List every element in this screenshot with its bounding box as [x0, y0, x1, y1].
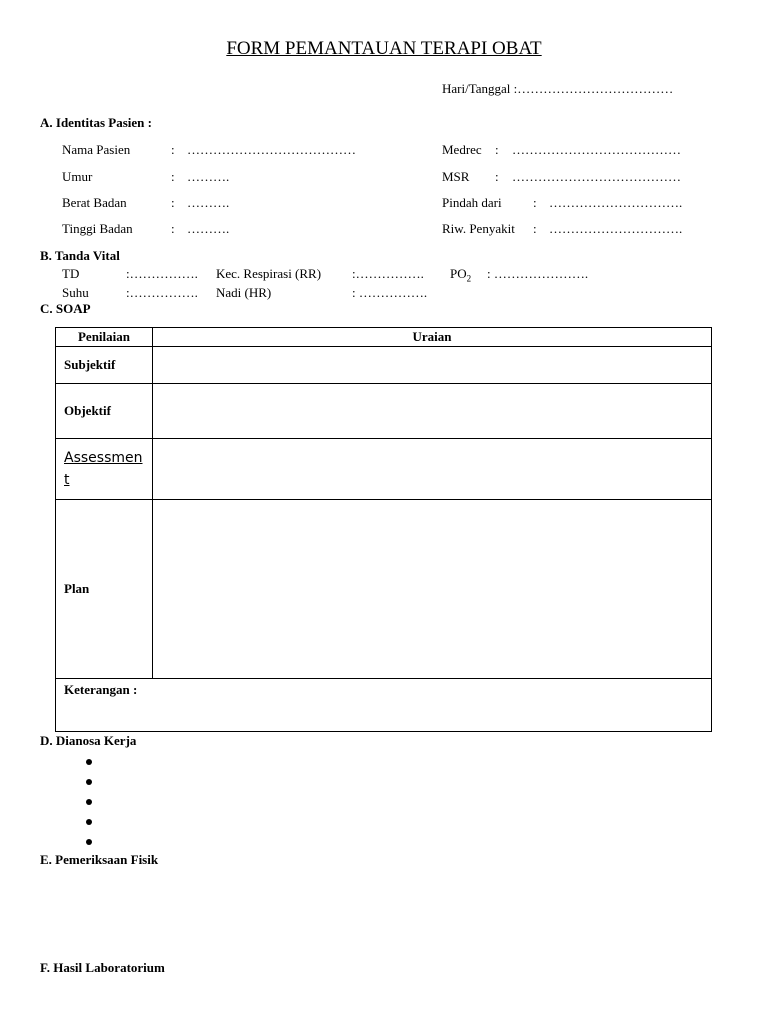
- assessment-line-2: t: [64, 472, 70, 488]
- date-field[interactable]: Hari/Tanggal :………………………………: [442, 81, 674, 96]
- label-respirasi: Kec. Respirasi (RR): [216, 266, 322, 281]
- row-subjektif-label: Subjektif: [56, 347, 153, 384]
- field-pindah-dari[interactable]: ………………………….: [549, 195, 683, 210]
- bullet-icon: [86, 819, 92, 825]
- field-suhu[interactable]: :…………….: [126, 285, 198, 300]
- list-item[interactable]: [80, 812, 94, 832]
- colon: :: [171, 142, 175, 157]
- list-item[interactable]: [80, 832, 94, 852]
- label-td: TD: [62, 266, 80, 281]
- section-f-heading: F. Hasil Laboratorium: [40, 960, 165, 975]
- list-item[interactable]: [80, 752, 94, 772]
- colon: :: [495, 142, 499, 157]
- row-keterangan[interactable]: Keterangan :: [56, 679, 712, 732]
- label-berat-badan: Berat Badan: [62, 195, 127, 210]
- label-nama-pasien: Nama Pasien: [62, 142, 131, 157]
- col-penilaian: Penilaian: [56, 328, 153, 347]
- section-b-heading: B. Tanda Vital: [40, 248, 120, 263]
- label-nadi: Nadi (HR): [216, 285, 272, 300]
- field-po2[interactable]: : ………………….: [487, 266, 589, 281]
- row-objektif-label: Objektif: [56, 384, 153, 439]
- field-medrec[interactable]: …………………………………: [512, 142, 681, 157]
- row-subjektif-value[interactable]: [153, 347, 712, 384]
- bullet-icon: [86, 759, 92, 765]
- row-assessment-value[interactable]: [153, 439, 712, 500]
- row-plan-value[interactable]: [153, 500, 712, 679]
- label-po2: [450, 266, 471, 284]
- assessment-line-1: Assessmen: [64, 450, 143, 466]
- bullet-icon: [86, 779, 92, 785]
- label-pindah-dari: Pindah dari: [442, 195, 502, 210]
- field-nama-pasien[interactable]: …………………………………: [187, 142, 356, 157]
- colon: :: [171, 195, 175, 210]
- field-respirasi[interactable]: :…………….: [352, 266, 424, 281]
- page-title: FORM PEMANTAUAN TERAPI OBAT: [226, 38, 542, 59]
- field-nadi[interactable]: : …………….: [352, 285, 428, 300]
- po-subscript: 2: [466, 273, 472, 284]
- section-e-heading: E. Pemeriksaan Fisik: [40, 852, 159, 867]
- list-item[interactable]: [80, 792, 94, 812]
- section-d-heading: D. Dianosa Kerja: [40, 733, 137, 748]
- col-uraian: Uraian: [153, 328, 712, 347]
- po-text: PO: [450, 266, 467, 281]
- label-tinggi-badan: Tinggi Badan: [62, 221, 133, 236]
- colon: :: [533, 195, 537, 210]
- soap-table: [55, 327, 712, 732]
- field-tinggi-badan[interactable]: ……….: [187, 221, 230, 236]
- row-objektif-value[interactable]: [153, 384, 712, 439]
- list-item[interactable]: [80, 772, 94, 792]
- bullet-icon: [86, 799, 92, 805]
- colon: :: [533, 221, 537, 236]
- label-msr: MSR: [442, 169, 470, 184]
- colon: :: [171, 221, 175, 236]
- label-medrec: Medrec: [442, 142, 482, 157]
- label-riw-penyakit: Riw. Penyakit: [442, 221, 515, 236]
- field-td[interactable]: :…………….: [126, 266, 198, 281]
- field-riw-penyakit[interactable]: ………………………….: [549, 221, 683, 236]
- colon: :: [171, 169, 175, 184]
- label-suhu: Suhu: [62, 285, 89, 300]
- field-msr[interactable]: …………………………………: [512, 169, 681, 184]
- row-plan-label: Plan: [56, 500, 153, 679]
- diagnosis-list: [80, 752, 94, 852]
- field-berat-badan[interactable]: ……….: [187, 195, 230, 210]
- section-c-heading: C. SOAP: [40, 301, 91, 316]
- section-a-heading: A. Identitas Pasien :: [40, 115, 152, 130]
- label-umur: Umur: [62, 169, 93, 184]
- field-umur[interactable]: ……….: [187, 169, 230, 184]
- row-assessment-label: [56, 439, 153, 500]
- colon: :: [495, 169, 499, 184]
- bullet-icon: [86, 839, 92, 845]
